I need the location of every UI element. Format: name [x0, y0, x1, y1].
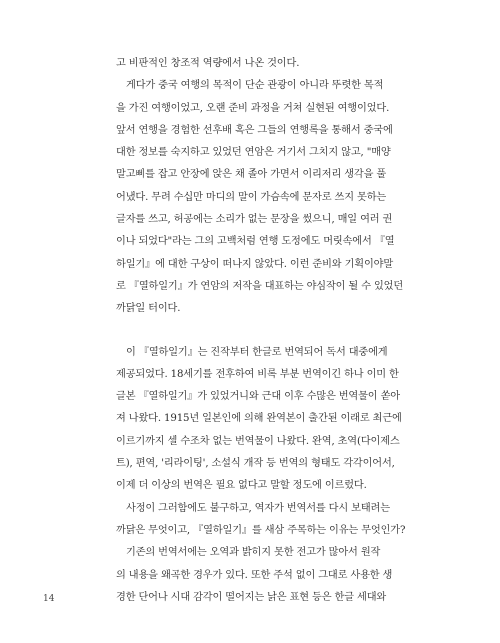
text-line: 글본 『열하일기』가 있었거니와 근대 이후 수많은 번역물이 쏟아: [116, 391, 400, 403]
text-line: 까닭일 터이다.: [116, 303, 181, 315]
text-line: 로 『열하일기』가 연암의 저작을 대표하는 야심작이 될 수 있었던: [116, 280, 404, 292]
paragraph: [116, 542, 410, 609]
paragraph-gap: [116, 321, 410, 342]
text-line: 기존의 번역서에는 오역과 밝히지 못한 전고가 많아서 원작: [126, 547, 381, 559]
text-line: 어냈다. 무려 수십만 마디의 말이 가슴속에 문자로 쓰지 못하는: [116, 191, 387, 203]
text-line: 트), 편역, '리라이팅', 소설식 개작 등 번역의 형태도 각각이어서,: [116, 458, 395, 470]
text-line: 말고삐를 잡고 안장에 앉은 채 졸아 가면서 이리저리 생각을 풀: [116, 169, 387, 181]
text-line: 이 『열하일기』는 진작부터 한글로 번역되어 독서 대중에게: [126, 346, 388, 358]
text-line: 대한 정보를 숙지하고 있었던 연암은 거기서 그치지 않고, "매양: [116, 147, 391, 159]
text-line: 이르기까지 셀 수조차 없는 번역물이 나왔다. 완역, 초역(다이제스: [116, 435, 400, 447]
text-line: 게다가 중국 여행의 목적이 단순 관광이 아니라 뚜렷한 목적: [126, 80, 384, 92]
text-line: 이제 더 이상의 번역은 필요 없다고 말할 정도에 이르렀다.: [116, 480, 367, 492]
text-line: 하일기』에 대한 구상이 떠나지 않았다. 이런 준비와 기획이야말: [116, 258, 394, 270]
text-line: 경한 단어나 시대 감각이 떨어지는 낡은 표현 등은 한글 세대와: [116, 591, 387, 603]
text-line: 까닭은 무엇이고, 『열하일기』를 새삼 주목하는 이유는 무엇인가?: [116, 524, 406, 536]
text-line: 져 나왔다. 1915년 일본인에 의해 완역본이 출간된 이래로 최근에: [116, 413, 402, 425]
text-line: 제공되었다. 18세기를 전후하여 비록 부분 번역이긴 하나 이미 한: [116, 368, 399, 380]
paragraph: [116, 498, 410, 543]
text-line: 앞서 연행을 경험한 선후배 혹은 그들의 연행록을 통해서 중국에: [116, 124, 393, 136]
text-line: 사정이 그러함에도 불구하고, 역자가 번역서를 다시 보태려는: [126, 502, 390, 514]
body-text: [116, 53, 410, 609]
text-line: 고 비판적인 창조적 역량에서 나온 것이다.: [116, 58, 300, 69]
paragraph: [116, 75, 410, 320]
text-line: 의 내용을 왜곡한 경우가 있다. 또한 주석 없이 그대로 사용한 생: [116, 569, 393, 581]
text-line: 글자를 쓰고, 허공에는 소리가 없는 문장을 썼으니, 매일 여러 권: [116, 214, 393, 226]
paragraph: [116, 342, 410, 498]
text-line: 이나 되었다"라는 그의 고백처럼 연행 도정에도 머릿속에서 『열: [116, 236, 395, 248]
text-line: 을 가진 여행이었고, 오랜 준비 과정을 거쳐 실현된 여행이었다.: [116, 102, 390, 114]
paragraph: [116, 53, 410, 75]
page-number: 14: [43, 594, 55, 604]
